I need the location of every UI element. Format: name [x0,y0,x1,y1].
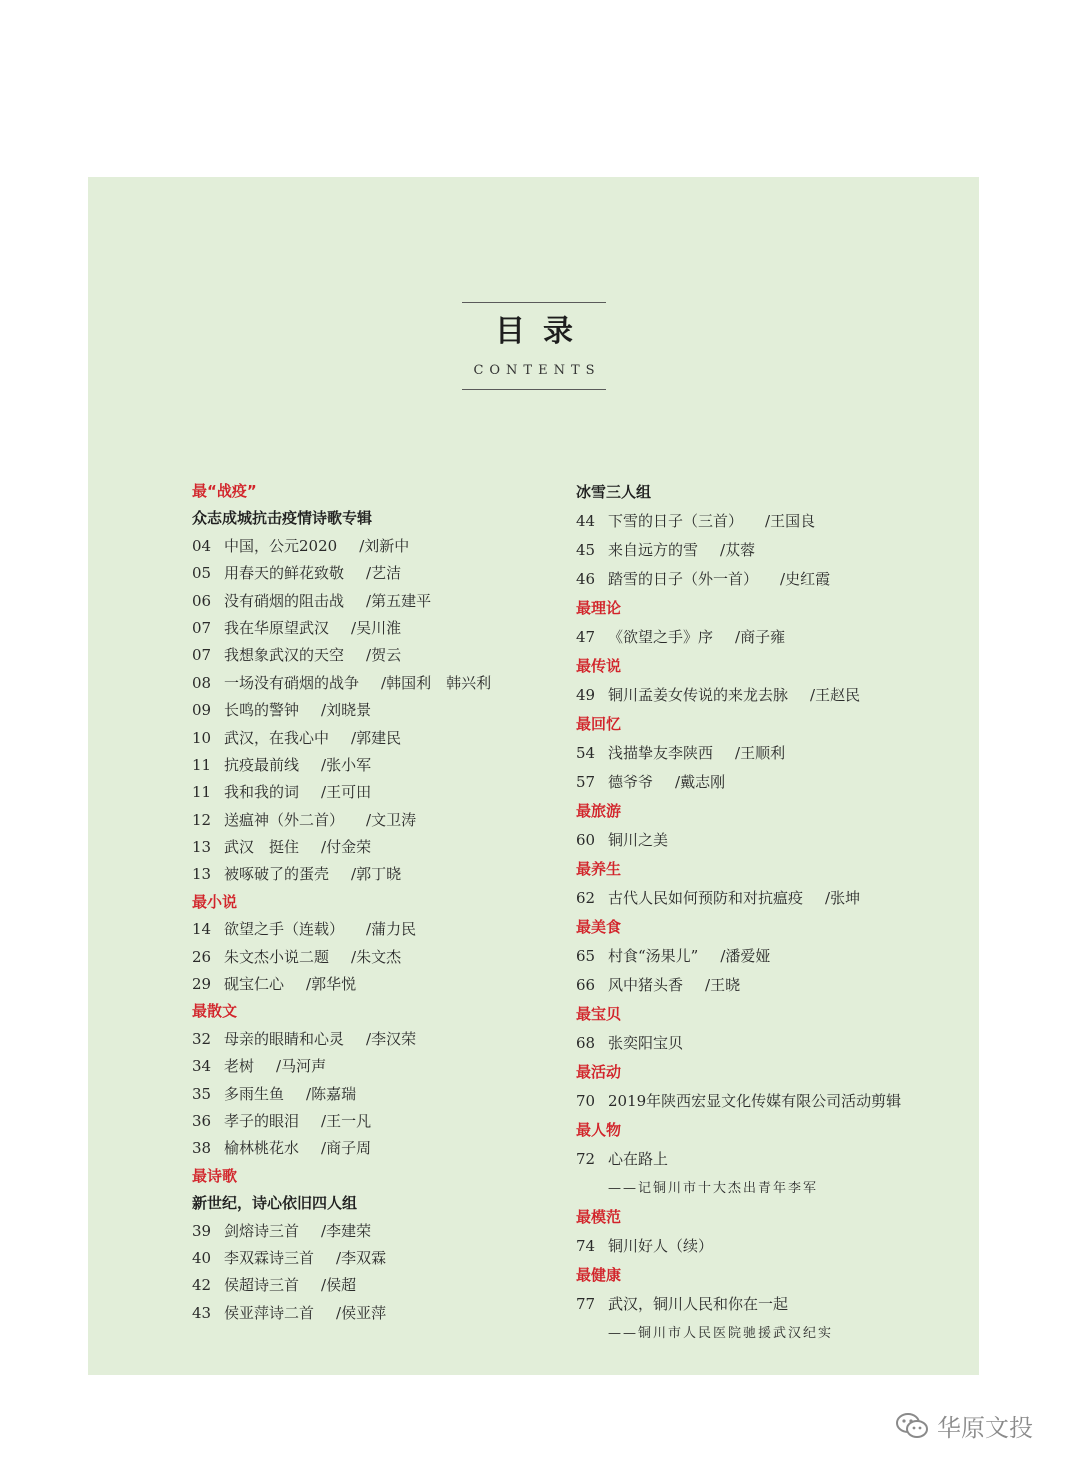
entry-author: /张坤 [825,889,861,907]
entry-author: /李双霖 [336,1248,387,1267]
toc-entry [576,565,956,594]
toc-entry [576,536,956,565]
page-title: 目录 [495,314,591,349]
page-number: 12 [192,810,212,829]
entry-author: /艺洁 [366,564,402,583]
toc-entry [576,768,956,797]
entry-title: 浅描挚友李陕西 [608,744,714,762]
page-number: 04 [192,536,212,555]
entry-author: /第五建平 [366,591,432,610]
entry-title: 用春天的鲜花致敬 [224,564,345,583]
toc-entry [192,971,552,998]
toc-entry [192,1053,552,1080]
page-number: 29 [192,975,212,994]
entry-title: 剑熔诗三首 [224,1221,300,1240]
entry-note: ——记铜川市十大杰出青年李军 [608,1181,819,1196]
entry-title: 2019年陕西宏显文化传媒有限公司活动剪辑 [608,1092,902,1110]
toc-entry [192,725,552,752]
toc-entry [192,779,552,806]
toc-entry [192,1245,552,1272]
page-number: 34 [192,1057,212,1076]
toc-entry [192,1218,552,1245]
entry-title: 一场没有硝烟的战争 [224,673,360,692]
page-number: 43 [192,1303,212,1322]
entry-author: /王国良 [765,512,816,530]
entry-author: /王赵民 [810,686,861,704]
page-subtitle: CONTENTS [473,363,601,378]
entry-author: /贺云 [366,646,402,665]
page-number: 66 [576,976,596,994]
page-number: 74 [576,1237,596,1255]
entry-title: 长鸣的警钟 [224,701,300,720]
entry-author: /王一凡 [321,1111,372,1130]
entry-title: 张奕阳宝贝 [608,1034,684,1052]
page-number: 11 [192,755,212,774]
toc-entry [192,642,552,669]
entry-title: 村食“汤果儿” [608,947,699,965]
entry-author: /侯亚萍 [336,1303,387,1322]
bottom-rule [462,389,606,390]
page-number: 26 [192,947,212,966]
entry-title: 母亲的眼睛和心灵 [224,1029,345,1048]
section-heading: 最健康 [576,1266,622,1284]
entry-author: /张小军 [321,755,372,774]
page-number: 60 [576,831,596,849]
toc-entry [192,807,552,834]
entry-title: 踏雪的日子（外一首） [608,570,759,588]
section-heading: 最宝贝 [576,1005,622,1023]
toc-entry [192,861,552,888]
page-number: 06 [192,591,212,610]
entry-title: 被啄破了的蛋壳 [224,865,330,884]
toc-entry [192,916,552,943]
section-heading: 最传说 [576,657,622,675]
toc-entry [192,670,552,697]
right-column [576,478,956,1348]
toc-entry [192,1026,552,1053]
page-number: 11 [192,783,212,802]
page-number: 07 [192,646,212,665]
toc-entry [576,623,956,652]
entry-title: 古代人民如何预防和对抗瘟疫 [608,889,804,907]
wechat-icon [895,1411,929,1441]
page-number: 70 [576,1092,596,1110]
section-heading: 最美食 [576,918,622,936]
entry-author: /文卫涛 [366,810,417,829]
entry-title: 中国，公元2020 [224,536,338,555]
page-number: 39 [192,1221,212,1240]
entry-title: 砚宝仁心 [224,975,285,994]
page-number: 10 [192,728,212,747]
toc-entry [576,1232,956,1261]
watermark-text: 华原文投 [937,1414,1033,1442]
toc-entry [192,533,552,560]
top-rule [462,302,606,303]
section-heading: 最诗歌 [192,1166,238,1185]
entry-author: /吴川淮 [351,618,402,637]
toc-entry [576,739,956,768]
page-number: 05 [192,564,212,583]
entry-author: /马河声 [276,1057,327,1076]
section-heading: 最旅游 [576,802,622,820]
entry-title: 武汉，在我心中 [224,728,330,747]
toc-entry [192,588,552,615]
entry-author: /蒲力民 [366,920,417,939]
section-heading: 最人物 [576,1121,622,1139]
toc-entry [192,834,552,861]
entry-author: /商子周 [321,1139,372,1158]
page-number: 42 [192,1276,212,1295]
entry-title: 《欲望之手》序 [608,628,714,646]
page-number: 68 [576,1034,596,1052]
entry-author: /郭建民 [351,728,402,747]
entry-title: 我在华原望武汉 [224,618,330,637]
entry-author: /戴志刚 [675,773,726,791]
entry-title: 多雨生鱼 [224,1084,285,1103]
toc-entry [192,1300,552,1327]
section-heading: 最散文 [192,1002,238,1021]
entry-title: 欲望之手（连载） [224,920,345,939]
page-number: 38 [192,1139,212,1158]
contents-heading [462,302,606,390]
toc-entry [192,1081,552,1108]
entry-author: /朱文杰 [351,947,402,966]
toc-entry [192,615,552,642]
entry-author: /商子雍 [735,628,786,646]
toc-entry [576,681,956,710]
entry-title: 下雪的日子（三首） [608,512,744,530]
entry-author: /李建荣 [321,1221,372,1240]
entry-title: 武汉，铜川人民和你在一起 [608,1295,789,1313]
toc-entry [192,1108,552,1135]
entry-title: 德爷爷 [608,773,654,791]
page-number: 40 [192,1248,212,1267]
section-heading: 最活动 [576,1063,622,1081]
entry-author: /潘爱娅 [720,947,771,965]
page-number: 46 [576,570,596,588]
entry-author: /郭华悦 [306,975,357,994]
entry-title: 心在路上 [608,1150,669,1168]
entry-author: /王顺利 [735,744,786,762]
left-column [192,478,552,1327]
toc-entry [576,826,956,855]
entry-note: ——铜川市人民医院驰援武汉纪实 [608,1326,834,1341]
entry-title: 铜川孟姜女传说的来龙去脉 [608,686,789,704]
page-number: 57 [576,773,596,791]
page-number: 08 [192,673,212,692]
entry-author: /刘新中 [359,536,410,555]
entry-title: 送瘟神（外二首） [224,810,345,829]
entry-author: /侯超 [321,1276,357,1295]
page-number: 09 [192,701,212,720]
toc-entry [576,942,956,971]
entry-title: 抗疫最前线 [224,755,300,774]
entry-title: 来自远方的雪 [608,541,699,559]
toc-entry [192,560,552,587]
entry-title: 我想象武汉的天空 [224,646,345,665]
entry-title: 我和我的词 [224,783,300,802]
section-heading: 最“战疫” [192,482,257,500]
entry-title: 铜川好人（续） [608,1237,714,1255]
toc-entry [576,884,956,913]
page-number: 45 [576,541,596,559]
page-number: 36 [192,1111,212,1130]
sub-heading: 冰雪三人组 [576,483,652,501]
page-number: 54 [576,744,596,762]
page-number: 35 [192,1084,212,1103]
toc-entry [192,1135,552,1162]
entry-title: 铜川之美 [608,831,669,849]
entry-title: 侯亚萍诗二首 [224,1303,315,1322]
entry-title: 侯超诗三首 [224,1276,300,1295]
page-number: 49 [576,686,596,704]
section-heading: 最小说 [192,892,238,911]
page-number: 47 [576,628,596,646]
page-number: 72 [576,1150,596,1168]
toc-entry [192,697,552,724]
entry-author: /郭丁晓 [351,865,402,884]
page-number: 65 [576,947,596,965]
entry-title: 没有硝烟的阻击战 [224,591,345,610]
section-heading: 最养生 [576,860,622,878]
page-number: 44 [576,512,596,530]
toc-entry [576,1087,956,1116]
toc-entry [192,944,552,971]
toc-entry [576,1029,956,1058]
entry-author: /刘晓景 [321,701,372,720]
section-heading: 最回忆 [576,715,622,733]
page-number: 13 [192,865,212,884]
section-heading: 最理论 [576,599,622,617]
toc-entry [192,1272,552,1299]
sub-heading: 众志成城抗击疫情诗歌专辑 [192,509,373,528]
page-number: 14 [192,920,212,939]
toc-entry [192,752,552,779]
entry-author: /史红霞 [780,570,831,588]
toc-entry [576,971,956,1000]
page-number: 62 [576,889,596,907]
watermark [895,1408,1033,1443]
entry-author: /王晓 [705,976,741,994]
section-heading: 最模范 [576,1208,622,1226]
toc-entry [576,1145,956,1174]
toc-entry [576,1290,956,1319]
entry-author: /付金荣 [321,838,372,857]
entry-author: /陈嘉瑞 [306,1084,357,1103]
entry-title: 李双霖诗三首 [224,1248,315,1267]
entry-title: 武汉 挺住 [224,838,300,857]
page-number: 07 [192,618,212,637]
page-number: 13 [192,838,212,857]
page-number: 32 [192,1029,212,1048]
toc-entry [576,507,956,536]
sub-heading: 新世纪，诗心依旧四人组 [192,1194,358,1213]
entry-author: /李汉荣 [366,1029,417,1048]
page-number: 77 [576,1295,596,1313]
entry-author: /韩国利 韩兴利 [381,673,492,692]
entry-title: 朱文杰小说二题 [224,947,330,966]
entry-title: 孝子的眼泪 [224,1111,300,1130]
entry-title: 老树 [224,1057,255,1076]
entry-author: /苁蓉 [720,541,756,559]
entry-title: 榆林桃花水 [224,1139,300,1158]
entry-author: /王可田 [321,783,372,802]
entry-title: 风中猪头香 [608,976,684,994]
